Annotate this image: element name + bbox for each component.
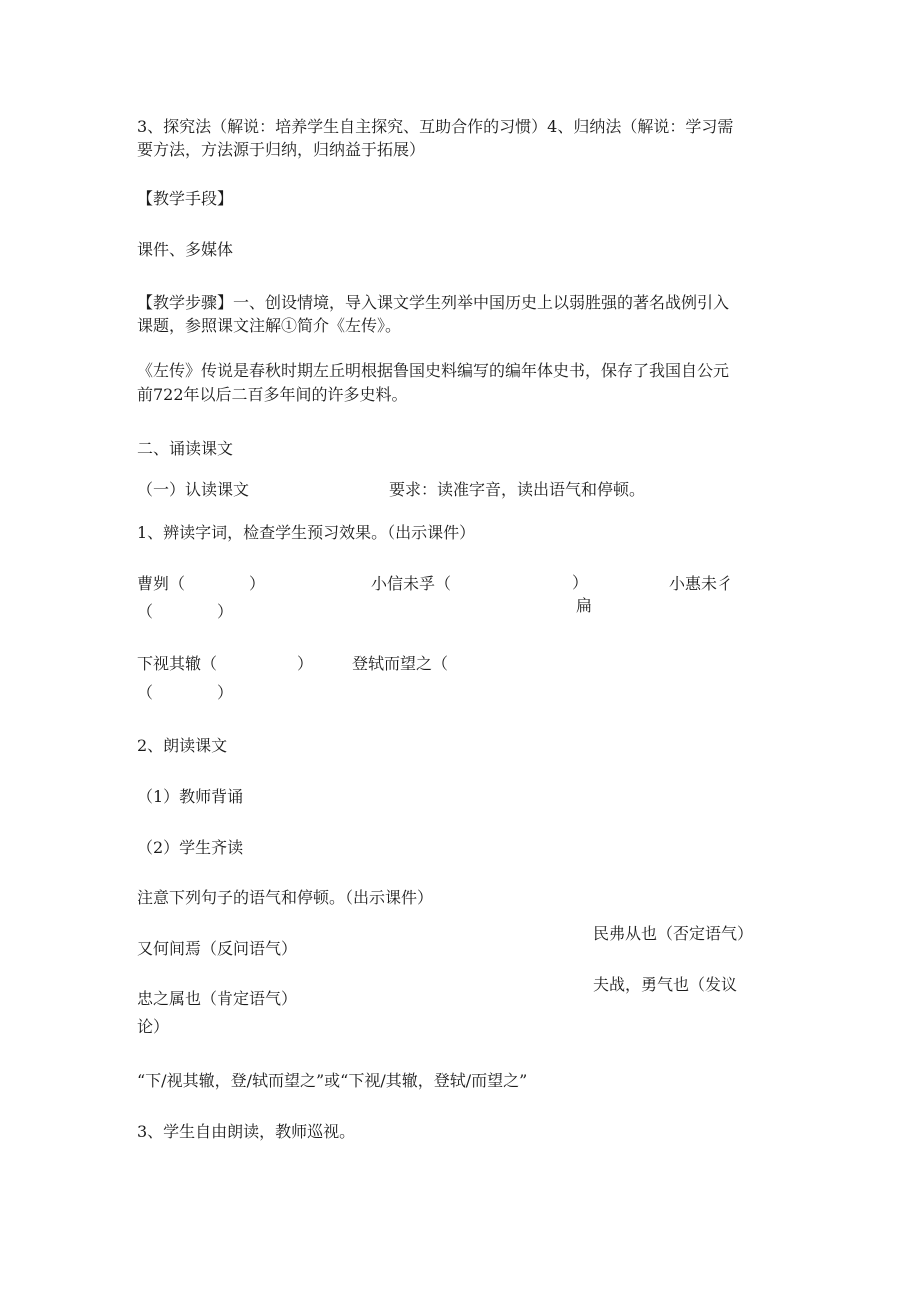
sentence-minfu: 民弗从也（否定语气） [593, 924, 754, 943]
word-blank-1: （ ） [137, 602, 234, 621]
steps-line-1: 【教学步骤】一、创设情境，导入课文学生列举中国历史上以弱胜强的著名战例引入 [137, 293, 730, 312]
sentence-fuzhan: 夫战，勇气也（发议 [593, 975, 738, 994]
methods-line-1: 3、探究法（解说：培养学生自主探究、互助合作的习惯）4、归纳法（解说：学习需 [137, 117, 734, 136]
item-three: 3、学生自由朗读，教师巡视。 [137, 1122, 356, 1141]
steps-line-2: 课题，参照课文注解①简介《左传》。 [137, 316, 402, 335]
word-xiashi: 下视其辙（ ） [137, 654, 314, 673]
sentence-zhongzhi: 忠之属也（肯定语气） [137, 989, 298, 1008]
word-cao-gui: 曹刿（ ） [137, 574, 266, 593]
word-blank-2: （ ） [137, 683, 234, 702]
zuozhuan-line-1: 《左传》传说是春秋时期左丘明根据鲁国史料编写的编年体史书，保存了我国自公元 [137, 361, 730, 380]
zuozhuan-line-2: 前722年以后二百多年间的许多史料。 [137, 385, 408, 404]
word-xiaohui: 小惠未彳 [669, 574, 734, 593]
sentence-lun: 论） [137, 1017, 170, 1036]
word-bian: 扁 [576, 596, 593, 615]
point-one: （1）教师背诵 [137, 787, 244, 806]
note-text: 注意下列句子的语气和停顿。（出示课件） [137, 888, 434, 907]
sentence-youhe: 又何间焉（反问语气） [137, 939, 298, 958]
word-xiaoxin: 小信未孚（ [371, 574, 452, 593]
heading-teaching-means: 【教学手段】 [137, 189, 234, 208]
item-one: 1、辨读字词，检查学生预习效果。（出示课件） [137, 523, 476, 542]
word-dengshi: 登轼而望之（ [352, 654, 449, 673]
teaching-means-text: 课件、多媒体 [137, 240, 234, 259]
requirement-text: 要求：读准字音，读出语气和停顿。 [389, 480, 646, 499]
pause-example: “下/视其辙，登/轼而望之”或“下视/其辙，登轼/而望之” [137, 1071, 528, 1090]
methods-line-2: 要方法，方法源于归纳，归纳益于拓展） [137, 140, 426, 159]
point-two: （2）学生齐读 [137, 838, 244, 857]
section-two-heading: 二、诵读课文 [137, 439, 234, 458]
item-two: 2、朗读课文 [137, 736, 228, 755]
subsection-one: （一）认读课文 [137, 480, 250, 499]
word-paren-close: ） [572, 573, 589, 592]
